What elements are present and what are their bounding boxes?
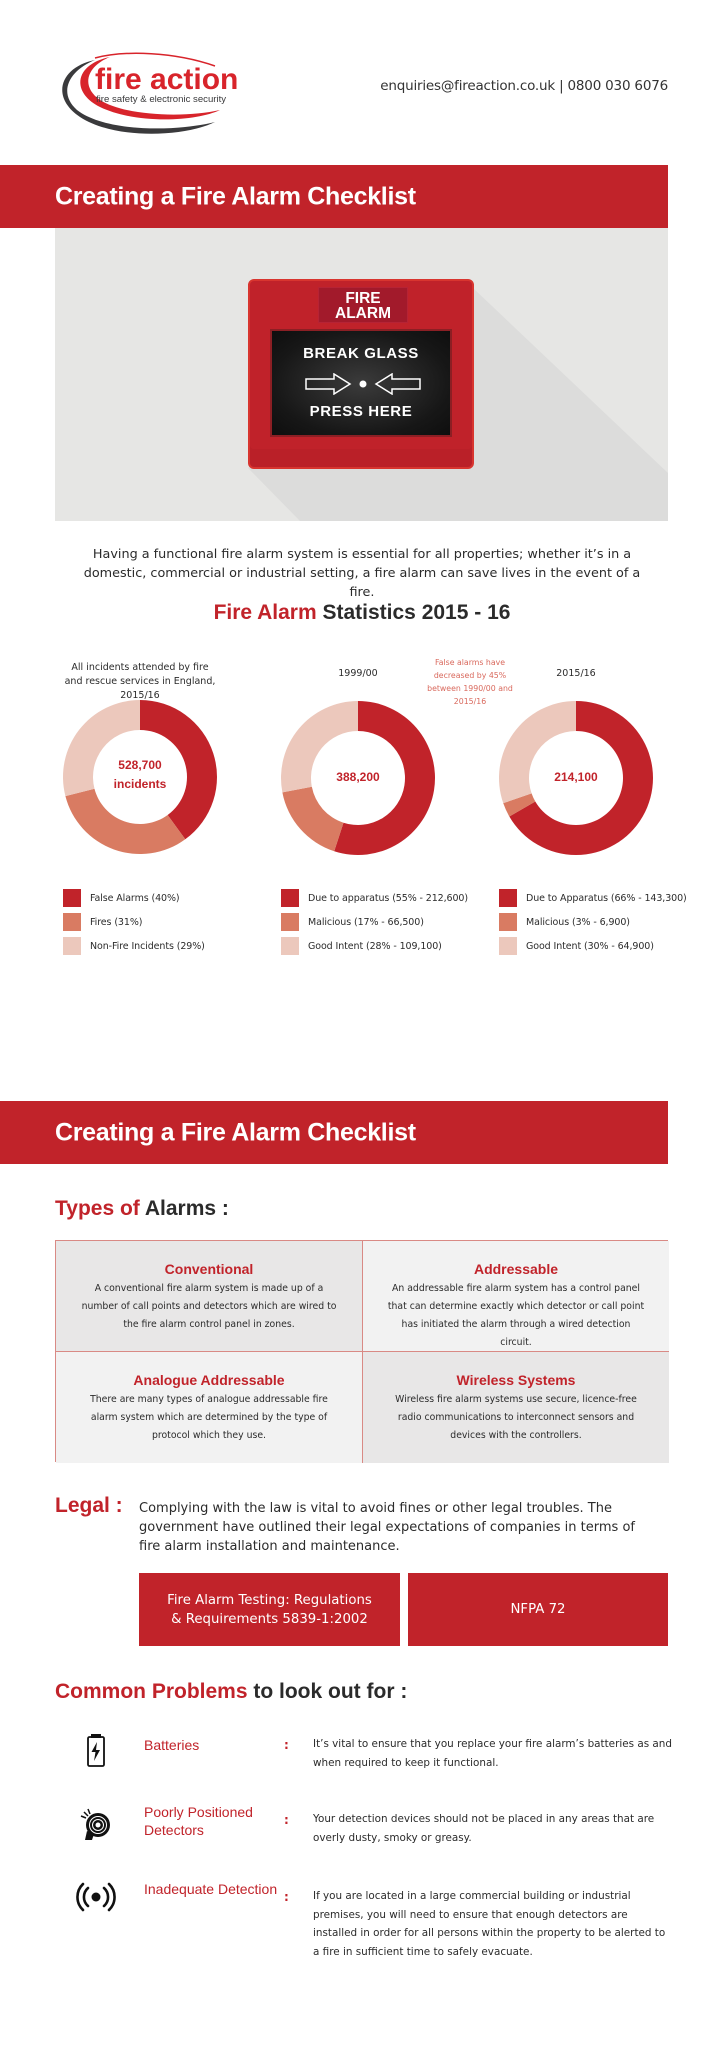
battery-icon <box>76 1731 116 1771</box>
chart-legend <box>499 886 699 958</box>
problems-heading: Common Problems to look out for : <box>55 1680 408 1703</box>
fire-action-logo[interactable] <box>55 52 270 137</box>
stats-heading: Fire Alarm Statistics 2015 - 16 <box>213 601 511 624</box>
legend-item: Malicious (3% - 6,900) <box>499 910 699 934</box>
problem-name: Poorly Positioned Detectors <box>144 1804 253 1838</box>
problem-description: It’s vital to ensure that you replace your fire alarm’s batteries as and when required to keep it functional. <box>313 1738 672 1769</box>
legend-item: Malicious (17% - 66,500) <box>281 910 481 934</box>
contact-info[interactable]: enquiries@fireaction.co.uk | 0800 030 6076 <box>380 78 668 94</box>
alarm-types-grid <box>55 1240 668 1462</box>
banner-title: Creating a Fire Alarm Checklist <box>55 182 416 210</box>
donut-segment <box>282 787 343 851</box>
arrows-icon <box>304 373 422 395</box>
legend-item: Good Intent (28% - 109,100) <box>281 934 481 958</box>
break-glass-callpoint <box>248 279 474 469</box>
svg-text:fire safety & electronic secur: fire safety & electronic security <box>96 94 227 105</box>
smoke-detector-icon <box>76 1804 116 1844</box>
svg-text:fire action: fire action <box>95 63 239 96</box>
bs5839-link-button[interactable]: Fire Alarm Testing: Regulations & Requirements 5839-1:2002 <box>139 1573 400 1646</box>
types-heading: Types of Alarms : <box>55 1197 229 1220</box>
donut-chart-2015: 214,100 <box>498 700 654 860</box>
nfpa72-link-button[interactable]: NFPA 72 <box>408 1573 668 1646</box>
fire-alarm-label: FIRE ALARM <box>318 287 408 323</box>
legend-item: False Alarms (40%) <box>63 886 263 910</box>
separator-colon: : <box>284 1738 289 1752</box>
chart-title: All incidents attended by fire and rescue services in England, 2015/16 <box>64 662 216 701</box>
legal-heading: Legal : <box>55 1494 123 1517</box>
chart-title: 2015/16 <box>556 668 596 679</box>
problem-description: If you are located in a large commercial building or industrial premises, you will need to ensure that enough detectors are installed in order for all persons within the property to be alerted to a fire in sufficient time to safely evacuate. <box>313 1890 666 1958</box>
donut-segment <box>65 789 185 854</box>
glass-panel <box>270 329 452 437</box>
donut-chart-all-incidents: 528,700 incidents <box>62 699 218 859</box>
legend-item: Due to apparatus (55% - 212,600) <box>281 886 481 910</box>
chart-legend <box>281 886 481 958</box>
problem-name: Inadequate Detection <box>144 1881 278 1897</box>
alarm-type-card: Conventional A conventional fire alarm system is made up of a number of call points and detectors which are wired to the fire alarm control panel in zones. <box>56 1241 363 1352</box>
break-glass-text: BREAK GLASS <box>303 345 419 362</box>
legal-paragraph: Complying with the law is vital to avoid fines or other legal troubles. The government have outlined their legal expectations of companies in terms of fire alarm installation and maintenance. <box>139 1501 635 1554</box>
chart-legend <box>63 886 263 958</box>
legend-item: Due to Apparatus (66% - 143,300) <box>499 886 699 910</box>
problem-description: Your detection devices should not be placed in any areas that are overly dusty, smoky or greasy. <box>313 1813 655 1844</box>
donut-segment <box>499 701 576 803</box>
banner-title: Creating a Fire Alarm Checklist <box>55 1118 416 1146</box>
alarm-type-card: Addressable An addressable fire alarm system has a control panel that can determine exactly which detector or call point has initiated the alarm through a wired detection circuit. <box>363 1241 669 1352</box>
hero-image <box>55 228 668 521</box>
section-banner <box>0 1101 668 1164</box>
legend-item: Good Intent (30% - 64,900) <box>499 934 699 958</box>
separator-colon: : <box>284 1813 289 1827</box>
legend-item: Fires (31%) <box>63 910 263 934</box>
broadcast-signal-icon <box>76 1877 116 1917</box>
separator-colon: : <box>284 1890 289 1904</box>
alarm-type-card: Wireless Systems Wireless fire alarm systems use secure, licence-free radio communications to interconnect sensors and devices with the controllers. <box>363 1352 669 1463</box>
legend-item: Non-Fire Incidents (29%) <box>63 934 263 958</box>
false-alarm-note: False alarms have decreased by 45% between 1990/00 and 2015/16 <box>427 658 513 706</box>
intro-paragraph: Having a functional fire alarm system is essential for all properties; whether it’s in a domestic, commercial or industrial setting, a fire alarm can save lives in the event of a fire. <box>83 547 641 600</box>
problem-name: Batteries <box>144 1737 200 1753</box>
logo-swoosh-icon <box>55 52 270 137</box>
section-banner <box>0 165 668 228</box>
chart-title: 1999/00 <box>338 668 378 679</box>
alarm-type-card: Analogue Addressable There are many types of analogue addressable fire alarm system which are determined by the type of protocol which they use. <box>56 1352 363 1463</box>
donut-chart-1999: 388,200 <box>280 700 436 860</box>
press-here-text: PRESS HERE <box>309 403 413 420</box>
